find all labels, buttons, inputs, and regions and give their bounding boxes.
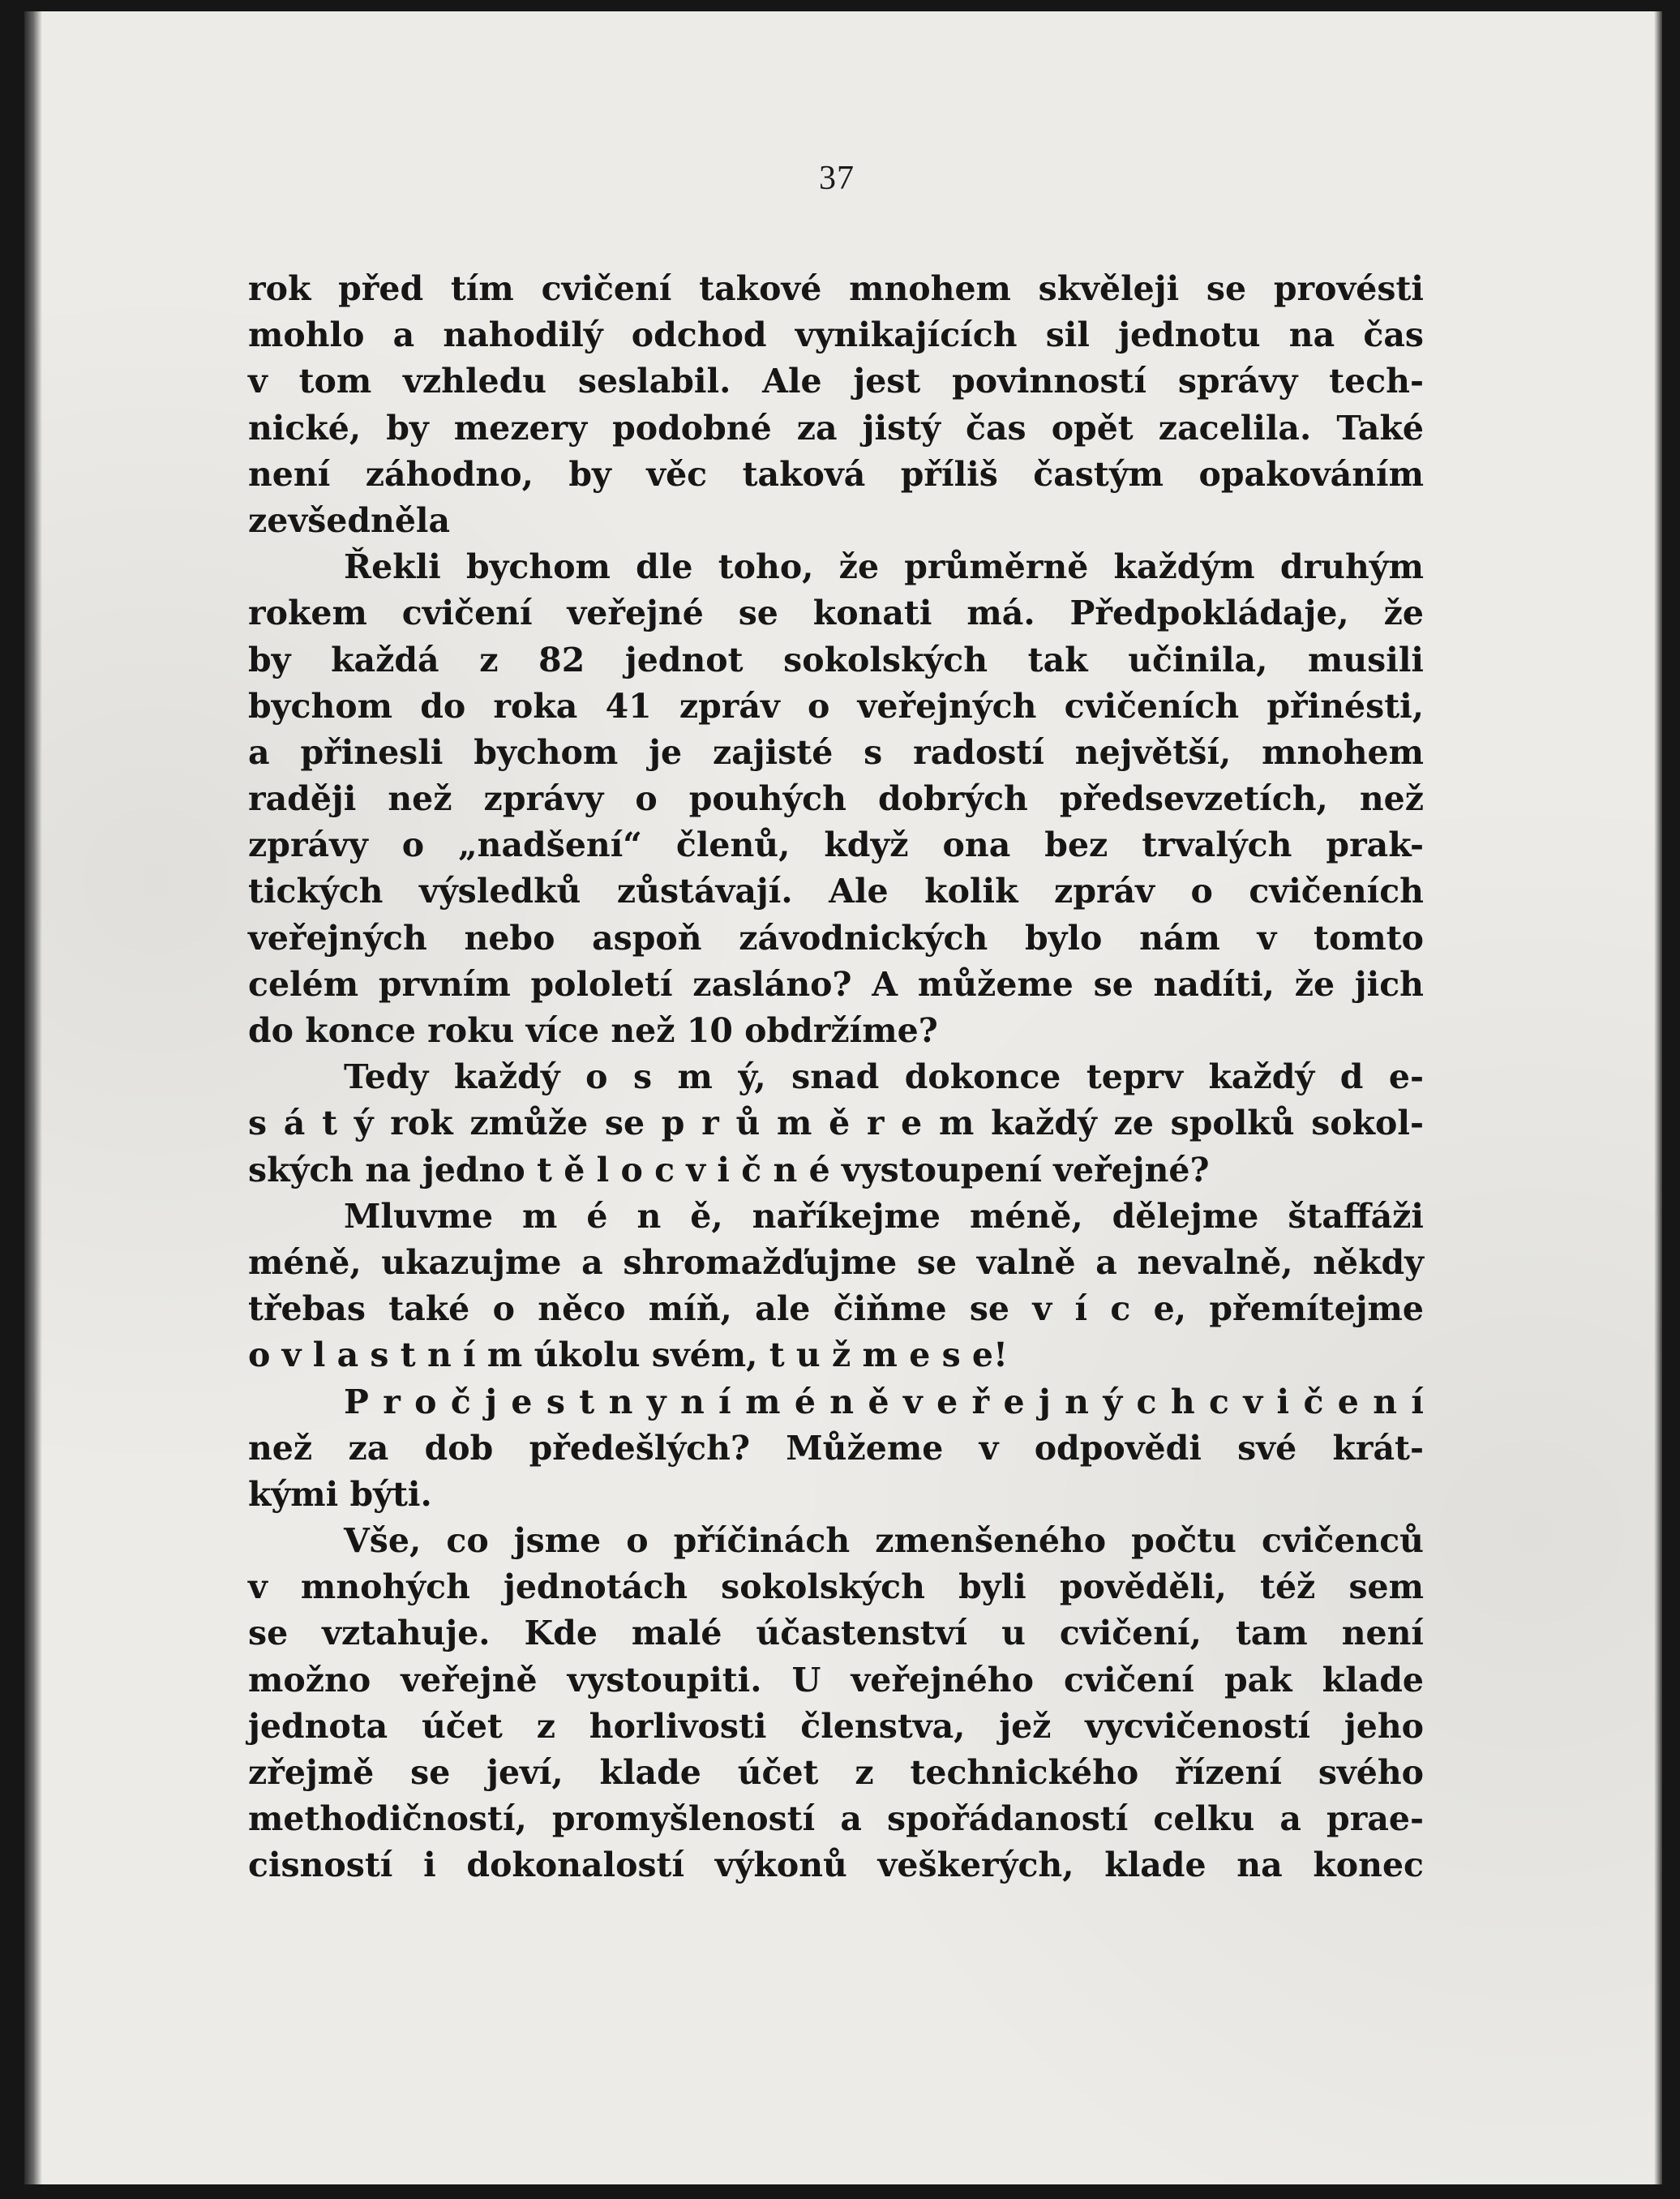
text-line: se vztahuje. Kde malé účastenství u cvičení, tam není bbox=[248, 1614, 1424, 1653]
text-line: zřejmě se jeví, klade účet z technického řízení svého bbox=[248, 1753, 1424, 1792]
text-line: než za dob předešlých? Můžeme v odpovědi své krát- bbox=[248, 1428, 1424, 1468]
text-line: v tom vzhledu seslabil. Ale jest povinností správy tech- bbox=[248, 362, 1424, 401]
text-line: zevšedněla bbox=[248, 500, 451, 540]
text-line: ských na jedno t ě l o c v i č n é vystoupení veřejné? bbox=[248, 1150, 1210, 1190]
text-line: rok před tím cvičení takové mnohem skvěleji se provésti bbox=[248, 269, 1424, 308]
text-line: cisností i dokonalostí výkonů veškerých, klade na konec bbox=[248, 1845, 1424, 1885]
text-line: Tedy každý o s m ý, snad dokonce teprv každý d e- bbox=[344, 1057, 1424, 1097]
page-number: 37 bbox=[819, 160, 855, 197]
text-line: v mnohých jednotách sokolských byli pověděli, též sem bbox=[248, 1567, 1424, 1607]
body-text bbox=[248, 266, 1424, 1889]
text-line: celém prvním pololetí zasláno? A můžeme se nadíti, že jich bbox=[248, 964, 1424, 1004]
page-edge-shadow bbox=[1654, 11, 1662, 2184]
text-line: třebas také o něco míň, ale čiňme se v í c e, přemítejme bbox=[248, 1289, 1424, 1329]
text-line: a přinesli bychom je zajisté s radostí největší, mnohem bbox=[248, 732, 1424, 772]
text-line: kými býti. bbox=[248, 1474, 432, 1514]
text-line: raději než zprávy o pouhých dobrých předsevzetích, než bbox=[248, 779, 1424, 819]
text-line: Mluvme m é n ě, naříkejme méně, dělejme štaffáži bbox=[344, 1196, 1424, 1236]
text-line: možno veřejně vystoupiti. U veřejného cvičení pak klade bbox=[248, 1660, 1424, 1700]
text-line: P r o č j e s t n y n í m é n ě v e ř e j n ý c h c v i č e n í bbox=[344, 1382, 1424, 1421]
text-line: nické, by mezery podobné za jistý čas opět zacelila. Také bbox=[248, 408, 1424, 448]
text-line: by každá z 82 jednot sokolských tak učinila, musili bbox=[248, 640, 1424, 679]
text-line: méně, ukazujme a shromažďujme se valně a nevalně, někdy bbox=[248, 1242, 1424, 1282]
page-binding-shadow bbox=[24, 11, 42, 2184]
text-line: mohlo a nahodilý odchod vynikajících sil jednotu na čas bbox=[248, 315, 1424, 355]
text-line: do konce roku více než 10 obdržíme? bbox=[248, 1011, 938, 1050]
text-line: methodičností, promyšleností a spořádaností celku a prae- bbox=[248, 1799, 1424, 1839]
text-line: veřejných nebo aspoň závodnických bylo nám v tomto bbox=[248, 918, 1424, 958]
text-line: s á t ý rok zmůže se p r ů m ě r e m každý ze spolků sokol- bbox=[248, 1104, 1424, 1143]
text-line: zprávy o „nadšení“ členů, když ona bez trvalých prak- bbox=[248, 825, 1424, 865]
text-line: Řekli bychom dle toho, že průměrně každým druhým bbox=[344, 547, 1424, 587]
text-line: Vše, co jsme o příčinách zmenšeného počtu cvičenců bbox=[344, 1521, 1424, 1561]
text-line: není záhodno, by věc taková příliš častým opakováním bbox=[248, 454, 1424, 494]
text-line: jednota účet z horlivosti členstva, jež vycvičeností jeho bbox=[248, 1706, 1424, 1746]
text-line: rokem cvičení veřejné se konati má. Předpokládaje, že bbox=[248, 594, 1424, 633]
text-line: tických výsledků zůstávají. Ale kolik zpráv o cvičeních bbox=[248, 872, 1424, 911]
text-line: o v l a s t n í m úkolu svém, t u ž m e s e! bbox=[248, 1335, 1009, 1375]
text-line: bychom do roka 41 zpráv o veřejných cvičeních přinésti, bbox=[248, 686, 1424, 726]
